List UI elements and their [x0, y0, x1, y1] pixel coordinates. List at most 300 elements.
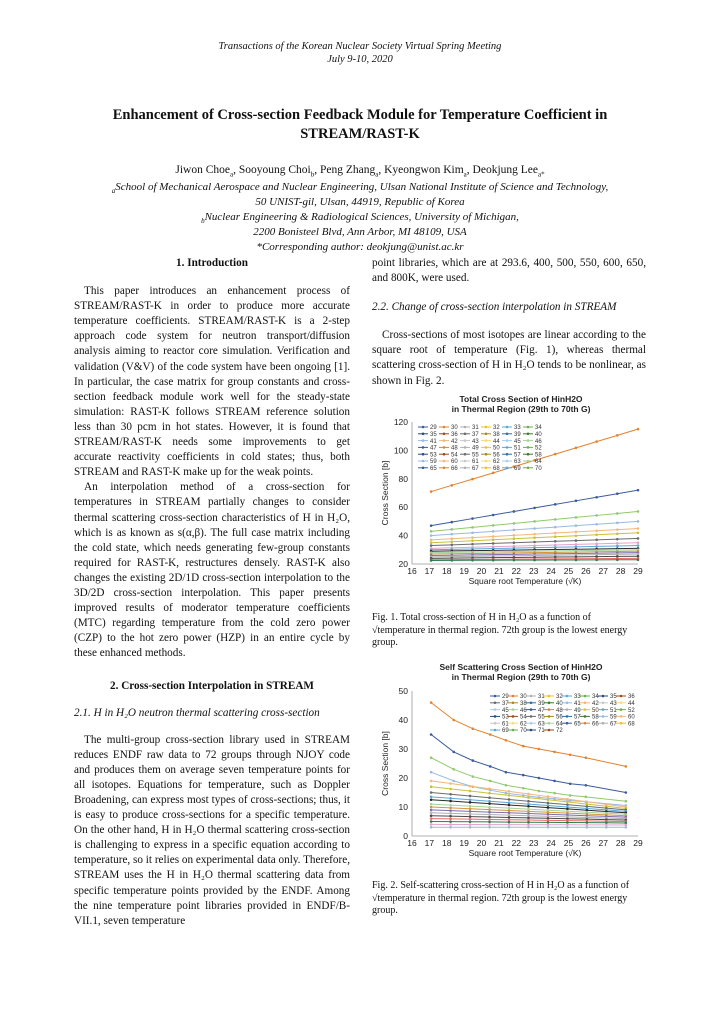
data-point	[488, 800, 491, 803]
data-point	[553, 792, 556, 795]
author-name: Jiwon Choe	[175, 164, 230, 176]
legend-marker	[494, 715, 497, 718]
data-point	[430, 771, 433, 774]
data-point	[471, 536, 474, 539]
data-point	[605, 826, 608, 829]
data-point	[586, 803, 589, 806]
data-point	[472, 727, 475, 730]
affiliation-a-line-2: 50 UNIST-gil, Ulsan, 44919, Republic of Korea	[255, 196, 465, 208]
x-tick-label: 22	[511, 566, 522, 576]
data-point	[616, 542, 619, 545]
author-affil-mark: a	[463, 170, 467, 179]
data-point	[547, 798, 550, 801]
data-point	[508, 816, 511, 819]
legend-label-29: 29	[502, 694, 509, 701]
data-point	[637, 527, 640, 530]
data-point	[522, 794, 525, 797]
data-point	[527, 796, 530, 799]
y-tick-label: 40	[398, 715, 408, 725]
data-point	[430, 733, 433, 736]
author-affil-mark: a*	[538, 170, 545, 179]
legend-label-63: 63	[538, 721, 545, 728]
data-point	[637, 558, 640, 561]
data-point	[616, 528, 619, 531]
legend-label-59: 59	[610, 714, 617, 721]
legend-label-46: 46	[520, 707, 527, 714]
data-point	[469, 790, 472, 793]
legend-marker	[464, 446, 467, 449]
affiliations	[40, 180, 680, 255]
data-point	[585, 784, 588, 787]
data-point	[637, 428, 640, 431]
legend-label-39: 39	[514, 432, 521, 438]
x-tick-label: 16	[407, 566, 417, 576]
x-tick-label: 19	[459, 566, 469, 576]
legend-label-57: 57	[574, 714, 581, 721]
legend-label-69: 69	[514, 466, 521, 472]
data-point	[489, 780, 492, 783]
paper-title	[40, 106, 680, 144]
data-point	[469, 813, 472, 816]
data-point	[469, 795, 472, 798]
data-point	[616, 522, 619, 525]
legend-marker	[494, 729, 497, 732]
header-line-2: July 9-10, 2020	[327, 54, 393, 65]
y-tick-label: 120	[393, 417, 408, 427]
legend-label-52: 52	[628, 707, 635, 714]
legend-marker	[422, 467, 425, 470]
data-point	[625, 826, 628, 829]
legend-marker	[527, 439, 530, 442]
data-point	[430, 541, 433, 544]
legend-marker	[530, 708, 533, 711]
figure-1-chart	[372, 392, 650, 602]
affil-mark: a	[111, 187, 116, 196]
data-point	[527, 793, 530, 796]
x-tick-label: 28	[615, 838, 626, 848]
legend-label-50: 50	[592, 707, 599, 714]
legend-marker	[584, 702, 587, 705]
legend-label-31: 31	[472, 425, 479, 432]
legend-label-43: 43	[472, 438, 479, 445]
data-point	[469, 807, 472, 810]
legend-marker	[566, 715, 569, 718]
data-point	[492, 524, 495, 527]
legend-marker	[506, 460, 509, 463]
data-point	[449, 820, 452, 823]
legend-label-52: 52	[535, 445, 542, 452]
legend-marker	[602, 722, 605, 725]
legend-label-70: 70	[520, 728, 527, 735]
data-point	[488, 787, 491, 790]
data-point	[505, 739, 508, 742]
data-point	[430, 524, 433, 527]
data-point	[472, 775, 475, 778]
legend-label-67: 67	[610, 721, 617, 728]
legend-marker	[566, 722, 569, 725]
data-point	[527, 805, 530, 808]
data-point	[513, 559, 516, 562]
author-affil-mark: a	[375, 170, 379, 179]
title-line-2: STREAM/RAST-K	[300, 126, 420, 142]
data-point	[616, 492, 619, 495]
legend-label-71: 71	[538, 728, 545, 735]
legend-label-51: 51	[610, 707, 617, 714]
legend-label-58: 58	[592, 714, 599, 721]
y-tick-label: 20	[398, 773, 408, 783]
legend-label-54: 54	[451, 452, 458, 459]
legend-label-64: 64	[556, 721, 563, 728]
x-tick-label: 29	[633, 566, 643, 576]
data-point	[616, 545, 619, 548]
data-point	[554, 559, 557, 562]
data-point	[430, 798, 433, 801]
legend-marker	[464, 433, 467, 436]
legend-label-61: 61	[502, 721, 509, 728]
legend-marker	[464, 467, 467, 470]
legend-label-45: 45	[514, 438, 521, 445]
data-point	[566, 801, 569, 804]
legend-label-36: 36	[451, 432, 458, 438]
legend-label-59: 59	[430, 459, 437, 466]
legend-marker	[464, 453, 467, 456]
legend-marker	[527, 453, 530, 456]
legend-marker	[443, 460, 446, 463]
data-point	[585, 756, 588, 759]
chart-title: Total Cross Section of HinH2O	[459, 394, 583, 404]
legend-marker	[548, 715, 551, 718]
legend-label-47: 47	[538, 707, 545, 714]
data-point	[547, 826, 550, 829]
legend-label-53: 53	[502, 714, 509, 721]
data-point	[508, 794, 511, 797]
legend-label-57: 57	[514, 452, 521, 459]
legend-marker	[422, 426, 425, 429]
legend-marker	[464, 460, 467, 463]
data-point	[451, 528, 454, 531]
author-affil-mark: b	[310, 170, 315, 179]
x-tick-label: 25	[563, 838, 574, 848]
y-tick-label: 40	[398, 530, 408, 541]
data-point	[471, 517, 474, 520]
data-point	[538, 790, 541, 793]
legend-marker	[512, 729, 515, 732]
legend-marker	[494, 702, 497, 705]
x-tick-label: 16	[407, 838, 417, 848]
data-point	[554, 544, 557, 547]
legend-marker	[566, 695, 569, 698]
data-point	[469, 815, 472, 818]
data-point	[569, 754, 572, 757]
legend-marker	[602, 715, 605, 718]
data-point	[430, 490, 433, 493]
legend-marker	[506, 439, 509, 442]
legend-label-47: 47	[430, 445, 437, 452]
x-tick-label: 24	[546, 566, 556, 576]
legend-marker	[422, 439, 425, 442]
legend-label-34: 34	[592, 694, 599, 701]
y-tick-label: 60	[398, 502, 408, 513]
legend-marker	[494, 722, 497, 725]
data-point	[522, 745, 525, 748]
legend-marker	[512, 702, 515, 705]
data-point	[492, 542, 495, 545]
legend-marker	[422, 460, 425, 463]
section-heading-introduction: 1. Introduction	[176, 257, 248, 269]
legend-label-62: 62	[493, 459, 500, 466]
legend-label-55: 55	[538, 714, 545, 721]
data-point	[451, 537, 454, 540]
legend-label-35: 35	[610, 694, 617, 701]
legend-label-30: 30	[520, 694, 527, 701]
y-tick-label: 10	[398, 802, 408, 812]
data-point	[508, 804, 511, 807]
legend-label-38: 38	[493, 432, 500, 438]
legend-label-35: 35	[430, 432, 437, 438]
data-point	[452, 780, 455, 783]
data-point	[449, 793, 452, 796]
data-point	[522, 787, 525, 790]
legend-label-31: 31	[538, 694, 545, 701]
legend-marker	[506, 426, 509, 429]
legend-label-29: 29	[430, 425, 437, 432]
legend-label-37: 37	[502, 701, 509, 707]
data-point	[430, 812, 433, 815]
figure-1-svg	[372, 392, 650, 602]
data-point	[625, 791, 628, 794]
legend-label-50: 50	[493, 445, 500, 452]
data-point	[547, 806, 550, 809]
data-point	[488, 816, 491, 819]
data-point	[553, 780, 556, 783]
legend-label-42: 42	[592, 701, 599, 707]
data-point	[527, 826, 530, 829]
data-point	[489, 733, 492, 736]
author-name: , Peng Zhang	[314, 164, 376, 176]
header-line-1: Transactions of the Korean Nuclear Society Virtual Spring Meeting	[218, 41, 502, 52]
data-point	[637, 520, 640, 523]
data-point	[469, 818, 472, 821]
legend-marker	[620, 715, 623, 718]
x-tick-label: 27	[598, 838, 608, 848]
legend-label-65: 65	[430, 466, 437, 472]
x-axis-label: Square root Temperature (√K)	[468, 848, 582, 858]
data-point	[575, 539, 578, 542]
legend-marker	[485, 433, 488, 436]
legend-label-56: 56	[556, 714, 563, 721]
legend-label-60: 60	[451, 459, 458, 466]
legend-label-56: 56	[493, 452, 500, 459]
data-point	[538, 748, 541, 751]
x-tick-label: 20	[476, 566, 487, 576]
data-point	[505, 771, 508, 774]
y-tick-label: 0	[403, 831, 408, 841]
data-point	[513, 534, 516, 537]
legend-label-41: 41	[574, 701, 581, 707]
x-tick-label: 21	[494, 838, 504, 848]
data-point	[575, 543, 578, 546]
data-point	[488, 792, 491, 795]
data-point	[451, 540, 454, 543]
legend-label-40: 40	[535, 432, 542, 438]
data-point	[595, 559, 598, 562]
legend-label-39: 39	[538, 701, 545, 707]
data-point	[469, 801, 472, 804]
legend-marker	[512, 715, 515, 718]
data-point	[452, 719, 455, 722]
data-point	[451, 544, 454, 547]
legend-marker	[527, 460, 530, 463]
title-line-1: Enhancement of Cross-section Feedback Module for Temperature Coefficient in	[112, 107, 608, 123]
legend-label-42: 42	[451, 438, 458, 445]
data-point	[569, 783, 572, 786]
data-point	[505, 784, 508, 787]
legend-label-67: 67	[472, 466, 479, 472]
data-point	[469, 785, 472, 788]
data-point	[566, 808, 569, 811]
y-tick-label: 100	[393, 445, 408, 456]
data-point	[575, 534, 578, 537]
data-point	[554, 453, 557, 456]
legend-marker	[530, 702, 533, 705]
data-point	[492, 535, 495, 538]
legend-marker	[620, 695, 623, 698]
data-point	[430, 530, 433, 533]
data-point	[430, 559, 433, 562]
legend-label-48: 48	[556, 707, 563, 714]
data-point	[585, 796, 588, 799]
author-name: , Kyeongwon Kim	[378, 164, 464, 176]
data-point	[575, 524, 578, 527]
legend-marker	[527, 433, 530, 436]
data-point	[527, 823, 530, 826]
data-point	[605, 824, 608, 827]
subsection-heading-2-1: 2.1. H in H₂O neutron thermal scattering cross-section	[74, 706, 320, 719]
legend-marker	[584, 722, 587, 725]
data-point	[554, 546, 557, 549]
data-point	[595, 523, 598, 526]
data-point	[449, 815, 452, 818]
data-point	[488, 823, 491, 826]
x-tick-label: 26	[581, 838, 591, 848]
corresponding-author: *Corresponding author: deokjung@unist.ac.kr	[256, 241, 464, 253]
data-point	[533, 541, 536, 544]
data-point	[508, 801, 511, 804]
data-point	[452, 751, 455, 754]
data-point	[430, 539, 433, 542]
y-tick-label: 20	[398, 559, 408, 569]
data-point	[595, 533, 598, 536]
legend-label-37: 37	[472, 432, 479, 438]
legend-marker	[443, 426, 446, 429]
data-point	[492, 530, 495, 533]
data-point	[616, 532, 619, 535]
legend-marker	[506, 453, 509, 456]
legend-label-68: 68	[628, 721, 635, 728]
data-point	[566, 821, 569, 824]
legend-marker	[422, 453, 425, 456]
data-point	[513, 529, 516, 532]
legend-marker	[512, 695, 515, 698]
data-point	[508, 790, 511, 793]
legend-label-65: 65	[574, 721, 581, 728]
data-point	[616, 512, 619, 515]
legend-label-44: 44	[493, 438, 500, 445]
legend-marker	[566, 708, 569, 711]
data-point	[489, 765, 492, 768]
data-point	[566, 824, 569, 827]
data-point	[430, 785, 433, 788]
x-tick-label: 19	[459, 838, 469, 848]
legend-marker	[548, 722, 551, 725]
legend-label-64: 64	[535, 459, 542, 466]
data-point	[430, 756, 433, 759]
legend-label-46: 46	[535, 438, 542, 445]
legend-label-72: 72	[556, 728, 563, 735]
affil-mark: b	[201, 217, 205, 226]
data-point	[547, 802, 550, 805]
legend-label-55: 55	[472, 452, 479, 459]
data-point	[452, 768, 455, 771]
legend-label-43: 43	[610, 701, 617, 707]
data-point	[451, 533, 454, 536]
data-point	[586, 826, 589, 829]
legend-label-58: 58	[535, 452, 542, 459]
legend-marker	[443, 446, 446, 449]
data-point	[430, 803, 433, 806]
data-point	[430, 814, 433, 817]
data-point	[430, 796, 433, 799]
data-point	[469, 823, 472, 826]
legend-marker	[443, 433, 446, 436]
x-tick-label: 23	[528, 838, 539, 848]
data-point	[533, 507, 536, 510]
legend-marker	[584, 708, 587, 711]
data-point	[492, 559, 495, 562]
data-point	[430, 823, 433, 826]
data-point	[566, 826, 569, 829]
y-axis-label: Cross Section [b]	[380, 460, 390, 526]
data-point	[586, 824, 589, 827]
data-point	[488, 802, 491, 805]
data-point	[469, 826, 472, 829]
data-point	[533, 533, 536, 536]
data-point	[637, 544, 640, 547]
legend-marker	[602, 702, 605, 705]
data-point	[595, 529, 598, 532]
legend-label-38: 38	[520, 701, 527, 707]
data-point	[575, 546, 578, 549]
data-point	[513, 537, 516, 540]
legend-marker	[527, 426, 530, 429]
data-point	[508, 818, 511, 821]
x-tick-label: 20	[476, 838, 487, 848]
data-point	[513, 522, 516, 525]
legend-label-63: 63	[514, 459, 521, 466]
legend-marker	[548, 702, 551, 705]
x-tick-label: 25	[563, 566, 574, 576]
data-point	[547, 823, 550, 826]
legend-label-60: 60	[628, 714, 635, 721]
legend-marker	[512, 722, 515, 725]
data-point	[508, 809, 511, 812]
data-point	[508, 826, 511, 829]
legend-label-41: 41	[430, 438, 437, 445]
x-tick-label: 27	[598, 566, 608, 576]
data-point	[471, 531, 474, 534]
legend-marker	[620, 722, 623, 725]
data-point	[469, 798, 472, 801]
